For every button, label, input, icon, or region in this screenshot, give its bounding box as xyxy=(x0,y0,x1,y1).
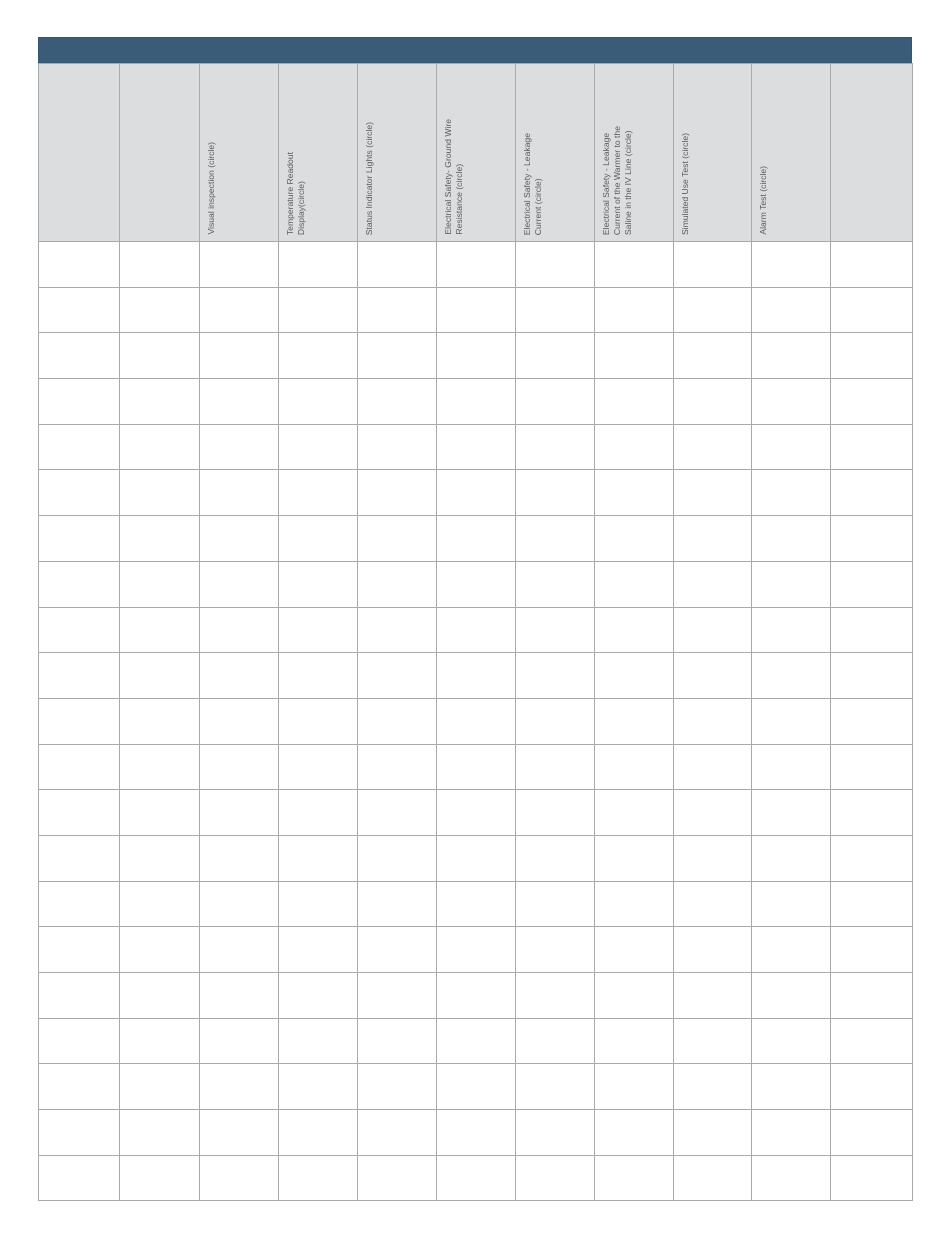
entry-cell[interactable] xyxy=(200,973,279,1019)
entry-cell[interactable] xyxy=(752,835,831,881)
table-row xyxy=(39,424,913,470)
entry-cell[interactable] xyxy=(516,927,595,973)
table-row xyxy=(39,607,913,653)
entry-cell[interactable] xyxy=(437,698,516,744)
entry-cell[interactable] xyxy=(674,1155,752,1201)
column-header-label: Visual inspection (circle) xyxy=(206,142,216,235)
entry-cell[interactable] xyxy=(516,333,595,379)
entry-cell[interactable] xyxy=(437,881,516,927)
entry-cell[interactable] xyxy=(279,698,358,744)
entry-cell[interactable] xyxy=(279,287,358,333)
entry-cell[interactable] xyxy=(39,835,120,881)
entry-cell[interactable] xyxy=(120,744,200,790)
entry-cell[interactable] xyxy=(516,1155,595,1201)
entry-cell[interactable] xyxy=(831,1155,913,1201)
entry-cell[interactable] xyxy=(595,1155,674,1201)
entry-cell[interactable] xyxy=(279,607,358,653)
entry-cell[interactable] xyxy=(279,379,358,425)
entry-cell[interactable] xyxy=(279,835,358,881)
entry-cell[interactable] xyxy=(752,1155,831,1201)
entry-cell[interactable] xyxy=(279,561,358,607)
header-row xyxy=(39,64,913,242)
entry-cell[interactable] xyxy=(39,973,120,1019)
inspection-log-table xyxy=(38,63,913,1201)
table-row xyxy=(39,379,913,425)
entry-cell[interactable] xyxy=(358,744,437,790)
title-bar xyxy=(38,37,912,63)
entry-cell[interactable] xyxy=(279,242,358,288)
entry-cell[interactable] xyxy=(752,1018,831,1064)
entry-cell[interactable] xyxy=(674,973,752,1019)
entry-cell[interactable] xyxy=(674,242,752,288)
entry-cell[interactable] xyxy=(752,744,831,790)
entry-cell[interactable] xyxy=(516,790,595,836)
table-row xyxy=(39,835,913,881)
table-row xyxy=(39,698,913,744)
table-row xyxy=(39,470,913,516)
entry-cell[interactable] xyxy=(752,653,831,699)
entry-cell[interactable] xyxy=(200,653,279,699)
entry-cell[interactable] xyxy=(674,1018,752,1064)
table-row xyxy=(39,561,913,607)
entry-cell[interactable] xyxy=(595,424,674,470)
entry-cell[interactable] xyxy=(595,835,674,881)
entry-cell[interactable] xyxy=(200,287,279,333)
entry-cell[interactable] xyxy=(752,287,831,333)
entry-cell[interactable] xyxy=(39,242,120,288)
entry-cell[interactable] xyxy=(200,516,279,562)
entry-cell[interactable] xyxy=(39,1110,120,1156)
entry-cell[interactable] xyxy=(831,424,913,470)
entry-cell[interactable] xyxy=(200,561,279,607)
entry-cell[interactable] xyxy=(437,333,516,379)
entry-cell[interactable] xyxy=(516,242,595,288)
entry-cell[interactable] xyxy=(831,881,913,927)
entry-cell[interactable] xyxy=(39,424,120,470)
entry-cell[interactable] xyxy=(358,470,437,516)
entry-cell[interactable] xyxy=(358,927,437,973)
entry-cell[interactable] xyxy=(674,1110,752,1156)
entry-cell[interactable] xyxy=(437,561,516,607)
entry-cell[interactable] xyxy=(595,1110,674,1156)
column-header-label: Status Indicator Lights (circle) xyxy=(364,121,374,235)
column-header xyxy=(831,64,913,242)
entry-cell[interactable] xyxy=(752,973,831,1019)
table-row xyxy=(39,1064,913,1110)
table-row xyxy=(39,333,913,379)
column-header xyxy=(437,64,516,242)
entry-cell[interactable] xyxy=(39,516,120,562)
entry-cell[interactable] xyxy=(674,653,752,699)
entry-cell[interactable] xyxy=(831,653,913,699)
entry-cell[interactable] xyxy=(437,242,516,288)
entry-cell[interactable] xyxy=(200,927,279,973)
entry-cell[interactable] xyxy=(39,653,120,699)
entry-cell[interactable] xyxy=(279,1064,358,1110)
entry-cell[interactable] xyxy=(279,1155,358,1201)
entry-cell[interactable] xyxy=(358,287,437,333)
entry-cell[interactable] xyxy=(358,698,437,744)
column-header-label: Electrical Safety - Leakage Current (circle) xyxy=(522,132,543,235)
entry-cell[interactable] xyxy=(39,1155,120,1201)
entry-cell[interactable] xyxy=(39,881,120,927)
entry-cell[interactable] xyxy=(516,287,595,333)
entry-cell[interactable] xyxy=(752,1064,831,1110)
entry-cell[interactable] xyxy=(674,607,752,653)
entry-cell[interactable] xyxy=(279,927,358,973)
entry-cell[interactable] xyxy=(39,1018,120,1064)
entry-cell[interactable] xyxy=(39,470,120,516)
entry-cell[interactable] xyxy=(831,835,913,881)
entry-cell[interactable] xyxy=(752,881,831,927)
entry-cell[interactable] xyxy=(39,744,120,790)
column-header xyxy=(674,64,752,242)
entry-cell[interactable] xyxy=(752,1110,831,1156)
entry-cell[interactable] xyxy=(674,698,752,744)
entry-cell[interactable] xyxy=(200,379,279,425)
table-row xyxy=(39,881,913,927)
entry-cell[interactable] xyxy=(595,242,674,288)
entry-cell[interactable] xyxy=(595,470,674,516)
entry-cell[interactable] xyxy=(752,607,831,653)
entry-cell[interactable] xyxy=(200,744,279,790)
entry-cell[interactable] xyxy=(39,1064,120,1110)
entry-cell[interactable] xyxy=(39,561,120,607)
entry-cell[interactable] xyxy=(200,424,279,470)
entry-cell[interactable] xyxy=(595,790,674,836)
entry-cell[interactable] xyxy=(358,790,437,836)
column-header xyxy=(595,64,674,242)
entry-cell[interactable] xyxy=(437,1155,516,1201)
column-header-label: Electrical Safety- Ground Wire Resistance (circle) xyxy=(443,119,464,235)
entry-cell[interactable] xyxy=(120,1064,200,1110)
entry-cell[interactable] xyxy=(200,1064,279,1110)
column-header xyxy=(516,64,595,242)
entry-cell[interactable] xyxy=(752,470,831,516)
entry-cell[interactable] xyxy=(437,653,516,699)
inspection-log-sheet xyxy=(38,37,912,1201)
entry-cell[interactable] xyxy=(120,607,200,653)
entry-cell[interactable] xyxy=(831,561,913,607)
table-row xyxy=(39,242,913,288)
entry-cell[interactable] xyxy=(358,653,437,699)
column-header xyxy=(120,64,200,242)
entry-cell[interactable] xyxy=(516,698,595,744)
entry-cell[interactable] xyxy=(516,1064,595,1110)
entry-cell[interactable] xyxy=(831,973,913,1019)
entry-cell[interactable] xyxy=(831,1110,913,1156)
entry-cell[interactable] xyxy=(279,744,358,790)
entry-cell[interactable] xyxy=(39,607,120,653)
entry-cell[interactable] xyxy=(120,973,200,1019)
entry-cell[interactable] xyxy=(831,607,913,653)
entry-cell[interactable] xyxy=(358,379,437,425)
entry-cell[interactable] xyxy=(437,424,516,470)
entry-cell[interactable] xyxy=(358,561,437,607)
entry-cell[interactable] xyxy=(279,881,358,927)
entry-cell[interactable] xyxy=(595,1064,674,1110)
entry-cell[interactable] xyxy=(674,424,752,470)
table-row xyxy=(39,287,913,333)
entry-cell[interactable] xyxy=(752,698,831,744)
entry-cell[interactable] xyxy=(200,698,279,744)
entry-cell[interactable] xyxy=(39,333,120,379)
entry-cell[interactable] xyxy=(516,881,595,927)
entry-cell[interactable] xyxy=(831,470,913,516)
entry-cell[interactable] xyxy=(516,1018,595,1064)
entry-cell[interactable] xyxy=(752,790,831,836)
entry-cell[interactable] xyxy=(595,1018,674,1064)
entry-cell[interactable] xyxy=(358,1018,437,1064)
table-body xyxy=(39,242,913,1201)
entry-cell[interactable] xyxy=(437,927,516,973)
column-header xyxy=(200,64,279,242)
entry-cell[interactable] xyxy=(437,1110,516,1156)
entry-cell[interactable] xyxy=(120,242,200,288)
entry-cell[interactable] xyxy=(595,653,674,699)
entry-cell[interactable] xyxy=(200,881,279,927)
entry-cell[interactable] xyxy=(595,287,674,333)
entry-cell[interactable] xyxy=(279,333,358,379)
entry-cell[interactable] xyxy=(39,379,120,425)
entry-cell[interactable] xyxy=(752,333,831,379)
entry-cell[interactable] xyxy=(200,790,279,836)
entry-cell[interactable] xyxy=(200,835,279,881)
entry-cell[interactable] xyxy=(120,333,200,379)
entry-cell[interactable] xyxy=(752,927,831,973)
entry-cell[interactable] xyxy=(674,561,752,607)
entry-cell[interactable] xyxy=(831,698,913,744)
entry-cell[interactable] xyxy=(516,561,595,607)
entry-cell[interactable] xyxy=(752,379,831,425)
entry-cell[interactable] xyxy=(200,470,279,516)
entry-cell[interactable] xyxy=(674,927,752,973)
entry-cell[interactable] xyxy=(674,287,752,333)
entry-cell[interactable] xyxy=(752,424,831,470)
entry-cell[interactable] xyxy=(358,516,437,562)
entry-cell[interactable] xyxy=(279,790,358,836)
entry-cell[interactable] xyxy=(595,881,674,927)
entry-cell[interactable] xyxy=(752,242,831,288)
table-row xyxy=(39,927,913,973)
table-row xyxy=(39,790,913,836)
column-header-label: Temperature Readout Display(circle) xyxy=(285,151,306,235)
entry-cell[interactable] xyxy=(120,424,200,470)
entry-cell[interactable] xyxy=(831,287,913,333)
entry-cell[interactable] xyxy=(752,561,831,607)
entry-cell[interactable] xyxy=(437,607,516,653)
table-row xyxy=(39,516,913,562)
entry-cell[interactable] xyxy=(120,698,200,744)
entry-cell[interactable] xyxy=(595,516,674,562)
entry-cell[interactable] xyxy=(358,424,437,470)
entry-cell[interactable] xyxy=(595,561,674,607)
entry-cell[interactable] xyxy=(674,516,752,562)
entry-cell[interactable] xyxy=(516,470,595,516)
entry-cell[interactable] xyxy=(437,835,516,881)
entry-cell[interactable] xyxy=(358,973,437,1019)
entry-cell[interactable] xyxy=(39,927,120,973)
entry-cell[interactable] xyxy=(39,790,120,836)
column-header xyxy=(39,64,120,242)
entry-cell[interactable] xyxy=(279,470,358,516)
table-header xyxy=(39,64,913,242)
entry-cell[interactable] xyxy=(120,790,200,836)
entry-cell[interactable] xyxy=(516,1110,595,1156)
entry-cell[interactable] xyxy=(831,1064,913,1110)
entry-cell[interactable] xyxy=(516,379,595,425)
entry-cell[interactable] xyxy=(595,973,674,1019)
entry-cell[interactable] xyxy=(279,1110,358,1156)
entry-cell[interactable] xyxy=(595,744,674,790)
entry-cell[interactable] xyxy=(120,881,200,927)
entry-cell[interactable] xyxy=(279,516,358,562)
entry-cell[interactable] xyxy=(831,379,913,425)
entry-cell[interactable] xyxy=(516,653,595,699)
column-header-label: Simulated Use Test (circle) xyxy=(680,132,690,235)
entry-cell[interactable] xyxy=(437,287,516,333)
entry-cell[interactable] xyxy=(595,379,674,425)
column-header-label: Electrical Safety - Leakage Current of the Warmer to the Saline in the IV Line (circle) xyxy=(601,125,633,235)
entry-cell[interactable] xyxy=(674,790,752,836)
entry-cell[interactable] xyxy=(516,607,595,653)
entry-cell[interactable] xyxy=(200,607,279,653)
entry-cell[interactable] xyxy=(437,1018,516,1064)
entry-cell[interactable] xyxy=(358,242,437,288)
entry-cell[interactable] xyxy=(831,927,913,973)
entry-cell[interactable] xyxy=(831,333,913,379)
entry-cell[interactable] xyxy=(358,1110,437,1156)
entry-cell[interactable] xyxy=(516,516,595,562)
entry-cell[interactable] xyxy=(120,516,200,562)
entry-cell[interactable] xyxy=(279,653,358,699)
table-row xyxy=(39,1110,913,1156)
entry-cell[interactable] xyxy=(831,1018,913,1064)
table-row xyxy=(39,744,913,790)
entry-cell[interactable] xyxy=(674,1064,752,1110)
entry-cell[interactable] xyxy=(200,1018,279,1064)
entry-cell[interactable] xyxy=(120,1155,200,1201)
table-row xyxy=(39,1155,913,1201)
entry-cell[interactable] xyxy=(595,927,674,973)
entry-cell[interactable] xyxy=(674,379,752,425)
entry-cell[interactable] xyxy=(358,835,437,881)
entry-cell[interactable] xyxy=(437,1064,516,1110)
table-row xyxy=(39,1018,913,1064)
entry-cell[interactable] xyxy=(358,881,437,927)
entry-cell[interactable] xyxy=(200,1155,279,1201)
entry-cell[interactable] xyxy=(358,607,437,653)
entry-cell[interactable] xyxy=(120,1110,200,1156)
entry-cell[interactable] xyxy=(120,379,200,425)
entry-cell[interactable] xyxy=(595,607,674,653)
entry-cell[interactable] xyxy=(516,835,595,881)
column-header xyxy=(752,64,831,242)
entry-cell[interactable] xyxy=(120,835,200,881)
entry-cell[interactable] xyxy=(437,516,516,562)
entry-cell[interactable] xyxy=(358,1155,437,1201)
entry-cell[interactable] xyxy=(39,287,120,333)
column-header-label: Alarm Test (circle) xyxy=(758,166,768,235)
entry-cell[interactable] xyxy=(120,287,200,333)
column-header xyxy=(279,64,358,242)
entry-cell[interactable] xyxy=(437,973,516,1019)
entry-cell[interactable] xyxy=(674,881,752,927)
entry-cell[interactable] xyxy=(120,653,200,699)
entry-cell[interactable] xyxy=(516,744,595,790)
entry-cell[interactable] xyxy=(437,379,516,425)
entry-cell[interactable] xyxy=(120,927,200,973)
entry-cell[interactable] xyxy=(120,1018,200,1064)
entry-cell[interactable] xyxy=(200,333,279,379)
column-header xyxy=(358,64,437,242)
entry-cell[interactable] xyxy=(279,1018,358,1064)
entry-cell[interactable] xyxy=(674,835,752,881)
entry-cell[interactable] xyxy=(752,516,831,562)
entry-cell[interactable] xyxy=(39,698,120,744)
entry-cell[interactable] xyxy=(358,1064,437,1110)
table-row xyxy=(39,653,913,699)
entry-cell[interactable] xyxy=(120,470,200,516)
entry-cell[interactable] xyxy=(516,424,595,470)
entry-cell[interactable] xyxy=(437,790,516,836)
entry-cell[interactable] xyxy=(437,470,516,516)
entry-cell[interactable] xyxy=(516,973,595,1019)
entry-cell[interactable] xyxy=(200,1110,279,1156)
table-row xyxy=(39,973,913,1019)
entry-cell[interactable] xyxy=(358,333,437,379)
entry-cell[interactable] xyxy=(595,333,674,379)
entry-cell[interactable] xyxy=(674,470,752,516)
entry-cell[interactable] xyxy=(279,973,358,1019)
entry-cell[interactable] xyxy=(595,698,674,744)
entry-cell[interactable] xyxy=(279,424,358,470)
entry-cell[interactable] xyxy=(831,790,913,836)
entry-cell[interactable] xyxy=(831,242,913,288)
entry-cell[interactable] xyxy=(674,333,752,379)
entry-cell[interactable] xyxy=(674,744,752,790)
entry-cell[interactable] xyxy=(120,561,200,607)
entry-cell[interactable] xyxy=(831,744,913,790)
entry-cell[interactable] xyxy=(437,744,516,790)
entry-cell[interactable] xyxy=(831,516,913,562)
entry-cell[interactable] xyxy=(200,242,279,288)
